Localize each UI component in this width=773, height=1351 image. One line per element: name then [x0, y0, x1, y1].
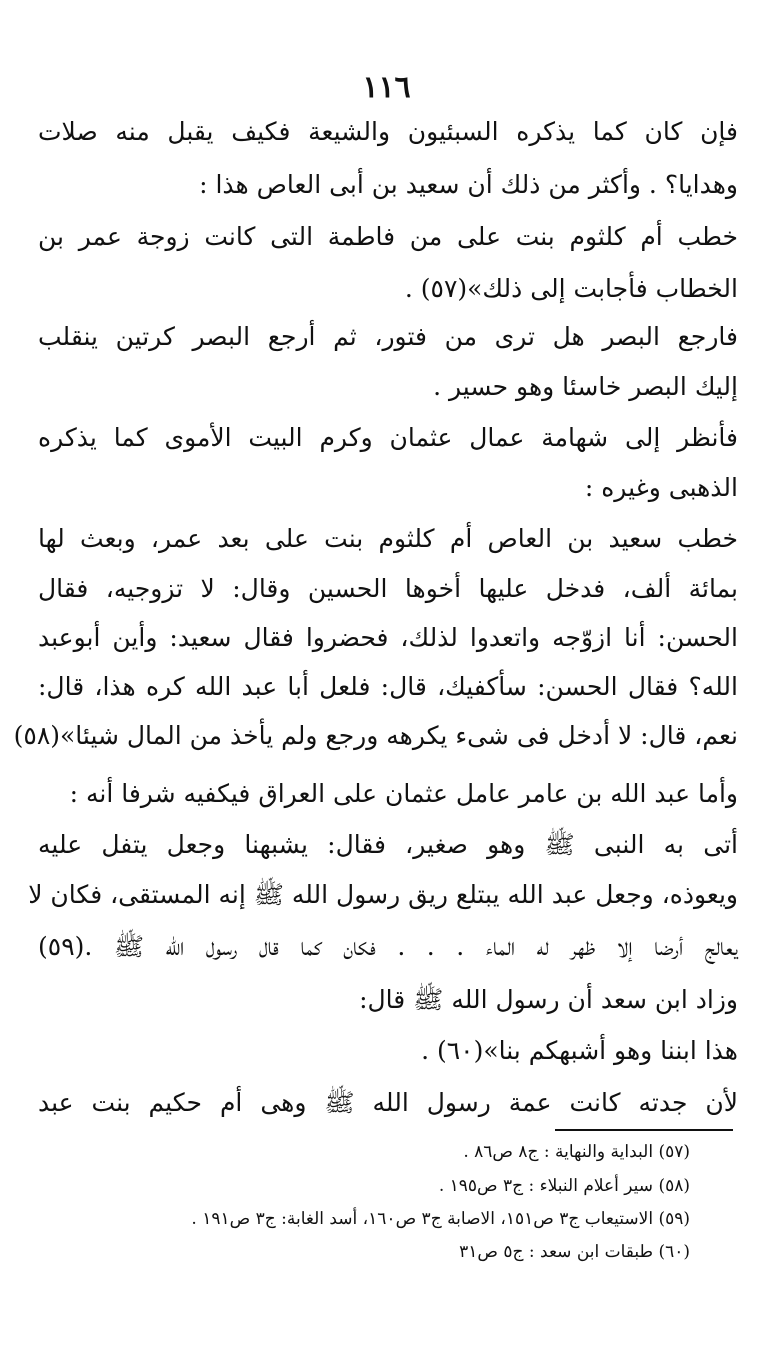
body-line: الخطاب فأجابت إلى ذلك»(٥٧) .	[404, 274, 738, 303]
footnote-separator	[555, 1129, 733, 1131]
body-line: خطب أم كلثوم بنت على من فاطمة التى كانت زوجة عمر بن	[38, 222, 738, 251]
footnote: (٥٨) سير أعلام النبلاء : ج٣ ص١٩٥ .	[438, 1176, 690, 1196]
footnote: (٦٠) طبقات ابن سعد : ج٥ ص٣١	[459, 1242, 690, 1262]
body-line: فإن كان كما يذكره السبئيون والشيعة فكيف يقبل منه صلات	[38, 117, 738, 146]
body-line: الحسن: أنا ازوّجه واتعدوا لذلك، فحضروا فقال سعيد: وأين أبوعبد	[38, 623, 738, 652]
footnote: (٥٧) البداية والنهاية : ج٨ ص٨٦ .	[463, 1142, 690, 1162]
body-line: أتى به النبى ﷺ وهو صغير، فقال: يشبهنا وجعل يتفل عليه	[38, 830, 738, 859]
body-line: وهدايا؟ . وأكثر من ذلك أن سعيد بن أبى العاص هذا :	[199, 170, 738, 199]
body-line: وزاد ابن سعد أن رسول الله ﷺ قال:	[359, 985, 738, 1014]
body-line: هذا ابننا وهو أشبهكم بنا»(٦٠) .	[421, 1036, 738, 1065]
body-line: بمائة ألف، فدخل عليها أخوها الحسين وقال: لا تزوجيه، فقال	[38, 574, 738, 603]
body-line: ويعوذه، وجعل عبد الله يبتلع ريق رسول الله ﷺ إنه المستقى، فكان لا	[28, 880, 738, 909]
page-number: ١١٦	[362, 70, 411, 105]
body-line: وأما عبد الله بن عامر عامل عثمان على العراق فيكفيه شرفا أنه :	[69, 779, 738, 808]
body-line: نعم، قال: لا أدخل فى شىء يكرهه ورجع ولم يأخذ من المال شيئا»(٥٨)	[13, 721, 738, 750]
body-line: إليك البصر خاسئا وهو حسير .	[433, 372, 738, 401]
body-line: لأن جدته كانت عمة رسول الله ﷺ وهى أم حكيم بنت عبد	[38, 1088, 738, 1117]
body-line: فأنظر إلى شهامة عمال عثمان وكرم البيت الأموى كما يذكره	[38, 423, 738, 452]
body-line: يعالج أرضا إلا ظهر له الماء . . . فكان كما قال رسول الله ﷺ .(٥٩)	[38, 932, 738, 961]
body-line: خطب سعيد بن العاص أم كلثوم بنت على بعد عمر، وبعث لها	[38, 524, 738, 553]
body-line: الله؟ فقال الحسن: سأكفيك، قال: فلعل أبا عبد الله كره هذا، قال:	[38, 672, 738, 701]
body-line: فارجع البصر هل ترى من فتور، ثم أرجع البصر كرتين ينقلب	[38, 322, 738, 351]
body-line: الذهبى وغيره :	[584, 473, 738, 502]
footnote: (٥٩) الاستيعاب ج٣ ص١٥١، الاصابة ج٣ ص١٦٠، أسد الغابة: ج٣ ص١٩١ .	[191, 1209, 690, 1229]
